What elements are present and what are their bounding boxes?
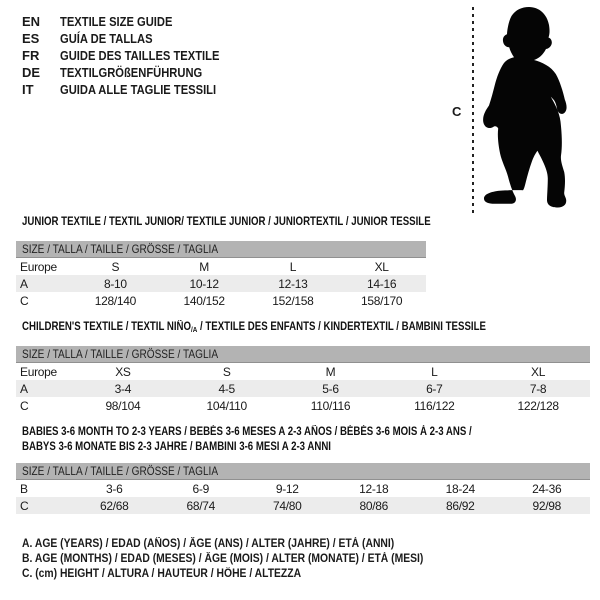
table-cell: 9-12 (275, 481, 299, 496)
legend-line-b: B. AGE (MONTHS) / EDAD (MESES) / ÂGE (MOIS) / ALTER (MONATE) / ETÀ (MESI) (22, 553, 424, 566)
table-cell: 5-6 (322, 381, 339, 396)
legend-line-a: A. AGE (YEARS) / EDAD (AÑOS) / ÂGE (ANS) / ALTER (JAHRE) / ETÀ (ANNI) (22, 538, 395, 550)
table-row (16, 497, 590, 514)
lang-row-fr (22, 47, 245, 64)
table-cell: 24-36 (532, 481, 562, 496)
table-cell: 116/122 (414, 398, 455, 413)
table-cell: XS (115, 364, 131, 379)
table-cell: 18-24 (445, 481, 475, 496)
lang-row-es (22, 30, 245, 47)
table-cell: 92/98 (532, 498, 562, 513)
table-cell: 80/86 (359, 498, 389, 513)
lang-code: EN (22, 14, 41, 29)
table-cell: XL (531, 364, 546, 379)
legend-line-c: C. (cm) HEIGHT / ALTURA / HAUTEUR / HÖHE / ALTEZZA (22, 568, 302, 581)
table-cell: C (20, 498, 29, 513)
lang-row-de (22, 64, 245, 81)
table-cell: C (20, 293, 29, 308)
babies-size-table (16, 463, 590, 514)
legend-notes (22, 537, 468, 583)
table-row (16, 397, 590, 414)
lang-title: TEXTILGRÖßENFÜHRUNG (60, 65, 203, 80)
size-header-bar: SIZE / TALLA / TAILLE / GRÖSSE / TAGLIA (16, 463, 590, 480)
table-cell: 4-5 (218, 381, 235, 396)
table-row (16, 480, 590, 497)
table-cell: L (431, 364, 438, 379)
table-cell: 3-4 (114, 381, 132, 396)
table-cell: 68/74 (186, 498, 216, 513)
toddler-silhouette-image (481, 6, 578, 211)
table-cell: 3-6 (106, 481, 123, 496)
lang-title: TEXTILE SIZE GUIDE (60, 14, 173, 29)
table-cell: 7-8 (529, 381, 547, 396)
table-cell: 122/128 (517, 398, 559, 413)
table-cell: 104/110 (206, 398, 247, 413)
table-cell: 6-9 (192, 481, 209, 496)
table-cell: 14-16 (367, 276, 397, 291)
table-cell: 128/140 (94, 293, 137, 308)
table-row (16, 258, 426, 275)
table-cell: 110/116 (310, 398, 351, 413)
lang-code: ES (22, 31, 40, 46)
table-row (16, 275, 426, 292)
table-cell: 158/170 (360, 293, 403, 308)
table-cell: M (325, 364, 336, 379)
babies-section-title: BABIES 3-6 MONTH TO 2-3 YEARS / BEBÉS 3-6 MESES A 2-3 AÑOS / BÉBÉS 3-6 MOIS À 2-3 ANS / BABYS 3-6 MONATE BIS 2-3 JAHRE / BAMBINI 3-6 MESI A 2-3 ANNI (22, 426, 472, 453)
size-header-bar: SIZE / TALLA / TAILLE / GRÖSSE / TAGLIA (16, 241, 426, 258)
table-cell: 86/92 (445, 498, 475, 513)
table-cell: S (222, 364, 231, 379)
junior-size-table (16, 241, 426, 309)
height-measure-label: C (452, 104, 462, 119)
lang-code: FR (22, 48, 40, 63)
height-dotted-line (472, 7, 474, 213)
table-cell: Europe (20, 259, 57, 274)
table-row (16, 292, 426, 309)
lang-title: GUIDA ALLE TAGLIE TESSILI (60, 82, 217, 97)
table-cell: S (111, 259, 120, 274)
table-cell: A (20, 381, 28, 396)
table-cell: 74/80 (272, 498, 302, 513)
table-cell: 98/104 (105, 398, 141, 413)
table-cell: L (289, 259, 297, 274)
lang-row-en (22, 13, 245, 30)
lang-code: IT (22, 82, 34, 97)
table-cell: C (20, 398, 29, 413)
lang-row-it (22, 81, 245, 98)
table-cell: M (199, 259, 209, 274)
table-cell: 140/152 (183, 293, 225, 308)
size-header-bar: SIZE / TALLA / TAILLE / GRÖSSE / TAGLIA (16, 346, 590, 363)
table-cell: XL (374, 259, 389, 274)
lang-title: GUIDE DES TAILLES TEXTILE (60, 48, 220, 63)
table-cell: 62/68 (99, 498, 129, 513)
table-cell: 10-12 (189, 276, 219, 291)
language-title-list (22, 13, 245, 98)
table-cell: 12-13 (278, 276, 308, 291)
table-cell: 12-18 (359, 481, 389, 496)
children-size-table (16, 346, 590, 414)
children-section-title: CHILDREN'S TEXTILE / TEXTIL $NIÑO_{/A}$ / TEXTILE DES ENFANTS / KINDERTEXTIL / BAMBINI TESSILE (22, 321, 486, 334)
lang-title: GUÍA DE TALLAS (60, 31, 153, 46)
junior-section-title: JUNIOR TEXTILE / TEXTIL JUNIOR/ TEXTILE JUNIOR / JUNIORTEXTIL / JUNIOR TESSILE (22, 216, 431, 228)
table-cell: Europe (20, 364, 57, 379)
table-cell: 8-10 (103, 276, 127, 291)
lang-code: DE (22, 65, 41, 80)
table-cell: A (20, 276, 28, 291)
table-cell: B (20, 481, 28, 496)
table-cell: 152/158 (272, 293, 314, 308)
table-row (16, 363, 590, 380)
subscript-a: /A (191, 325, 198, 334)
table-row (16, 380, 590, 397)
table-cell: 6-7 (426, 381, 443, 396)
